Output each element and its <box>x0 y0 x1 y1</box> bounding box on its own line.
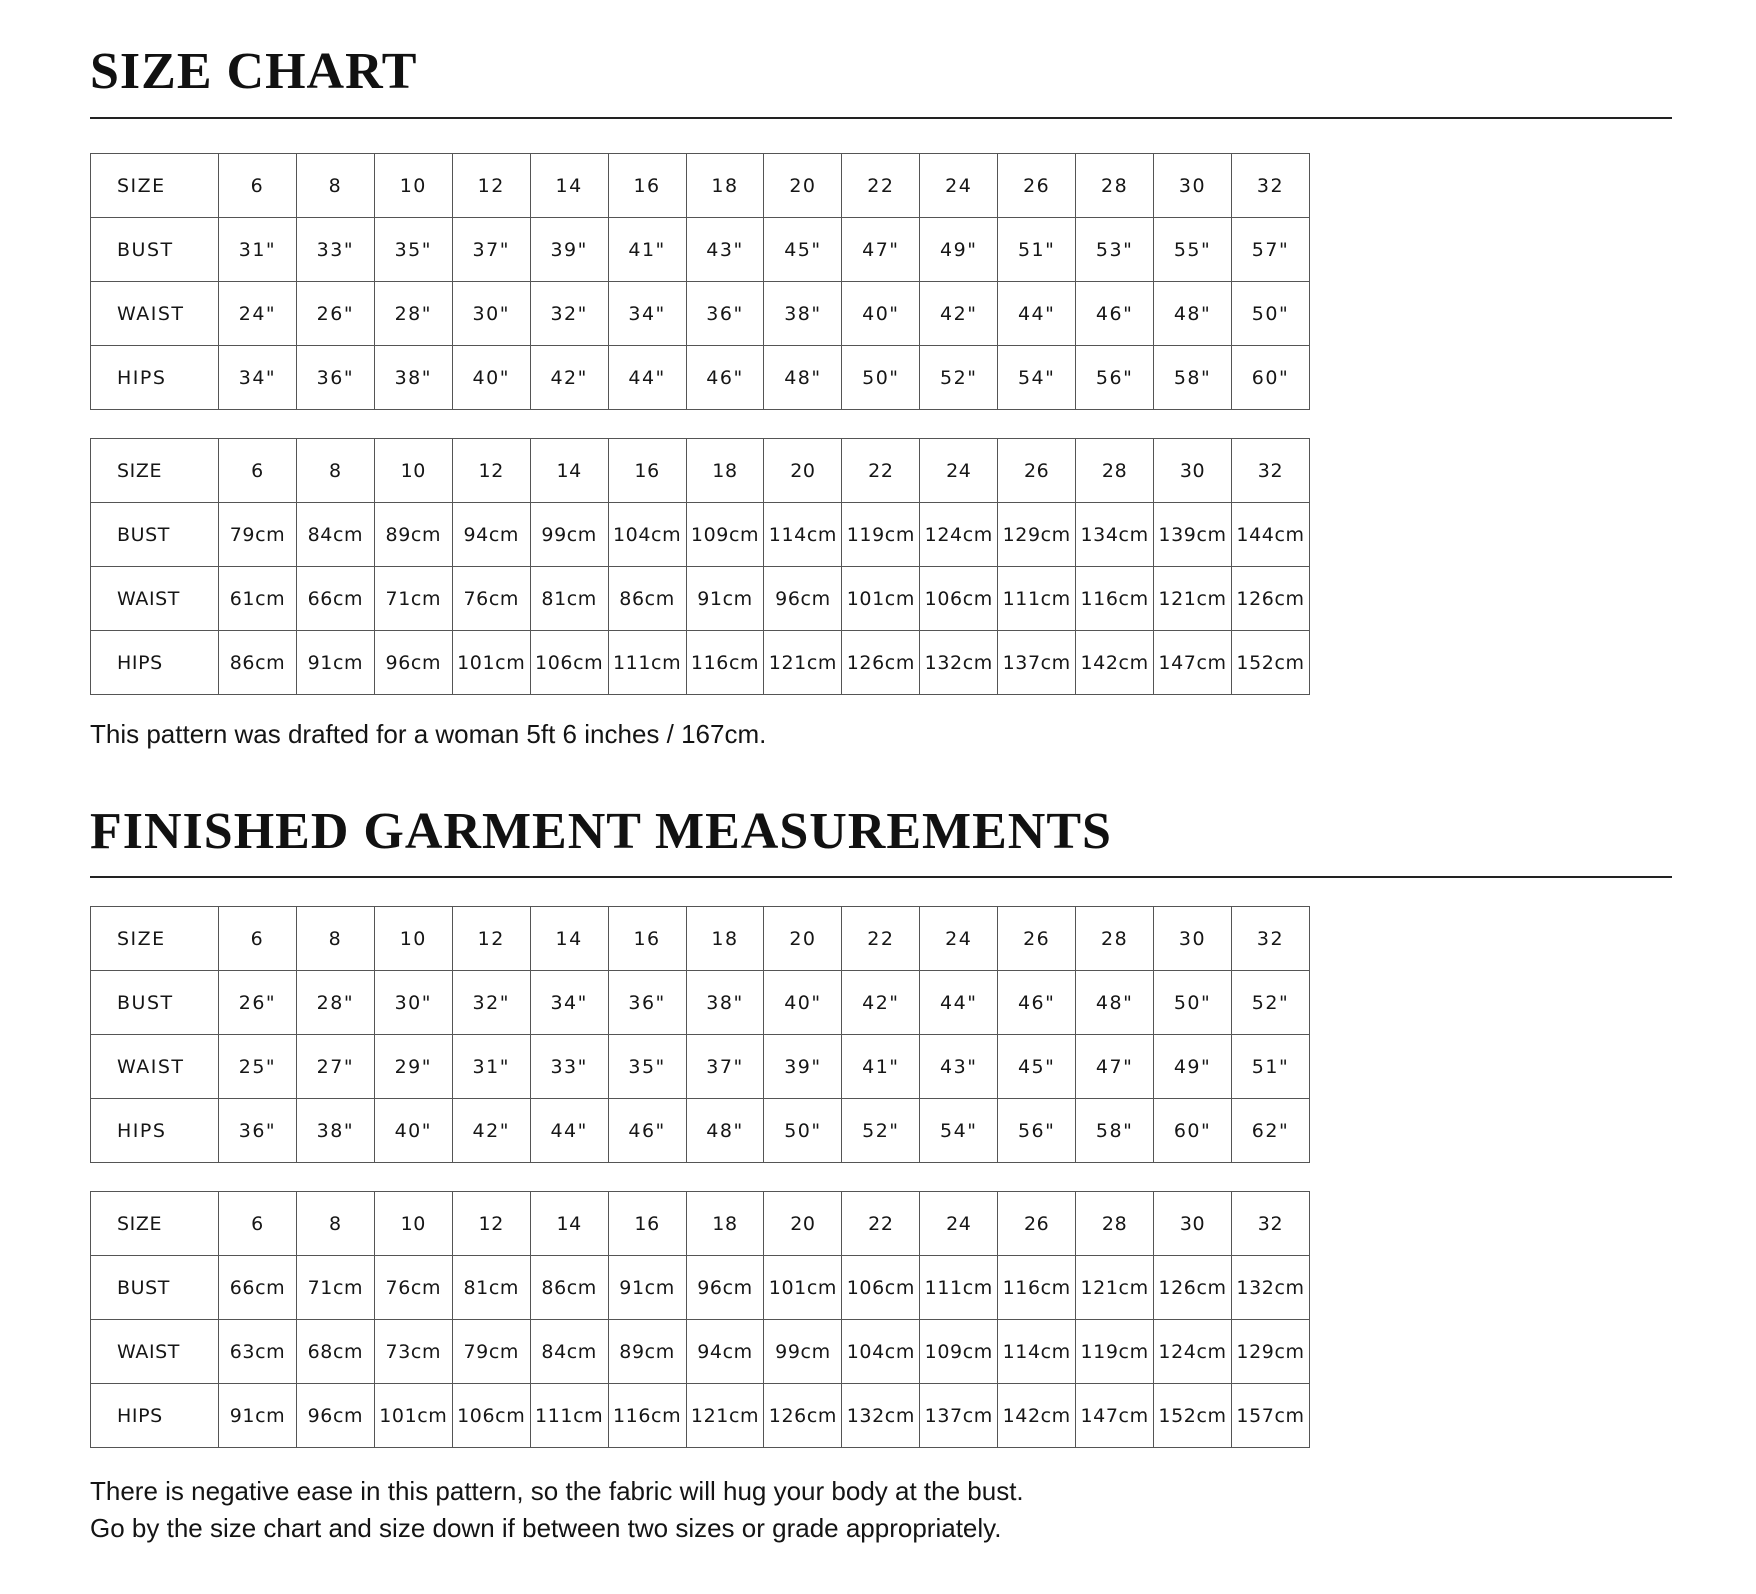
table-cell: 33" <box>530 1035 608 1099</box>
table-cell: 12 <box>452 907 530 971</box>
table-cell: 43" <box>920 1035 998 1099</box>
table-cell: 14 <box>530 439 608 503</box>
table-cell: 89cm <box>374 503 452 567</box>
table-cell: 116cm <box>998 1256 1076 1320</box>
table-cell: 104cm <box>842 1320 920 1384</box>
table-cell: 96cm <box>296 1384 374 1448</box>
table-cell: 14 <box>530 154 608 218</box>
table-row-bust <box>91 218 1310 282</box>
table-cell: 32" <box>452 971 530 1035</box>
table-cell: 38" <box>764 282 842 346</box>
table-cell: 86cm <box>608 567 686 631</box>
table-cell: 50" <box>1231 282 1309 346</box>
table-cell: 32 <box>1231 1192 1309 1256</box>
table-cell: 35" <box>608 1035 686 1099</box>
table-cell: 28 <box>1076 154 1154 218</box>
table-cell: 106cm <box>920 567 998 631</box>
table-cell: 8 <box>296 907 374 971</box>
table-cell: 106cm <box>842 1256 920 1320</box>
section-divider <box>90 117 1672 119</box>
table-cell: 81cm <box>530 567 608 631</box>
table-cell: 26 <box>998 1192 1076 1256</box>
negative-ease-note-line-1: There is negative ease in this pattern, so the fabric will hug your body at the bust. <box>90 1476 1024 1506</box>
table-cell: 22 <box>842 1192 920 1256</box>
table-cell: 119cm <box>842 503 920 567</box>
table-cell: 34" <box>530 971 608 1035</box>
table-cell: 44" <box>920 971 998 1035</box>
pattern-height-note: This pattern was drafted for a woman 5ft 6 inches / 167cm. <box>90 719 767 749</box>
table-cell: 30" <box>374 971 452 1035</box>
table-cell: 106cm <box>452 1384 530 1448</box>
table-cell: 35" <box>374 218 452 282</box>
table-cell: 50" <box>842 346 920 410</box>
table-cell: 8 <box>296 1192 374 1256</box>
table-cell: 10 <box>374 1192 452 1256</box>
table-cell: 56" <box>1076 346 1154 410</box>
table-cell: 20 <box>764 1192 842 1256</box>
table-cell: 24 <box>920 154 998 218</box>
size-chart-inches-table <box>90 153 1310 410</box>
table-row-size <box>91 439 1310 503</box>
table-cell: 63cm <box>219 1320 297 1384</box>
table-cell: 109cm <box>920 1320 998 1384</box>
table-cell: 99cm <box>764 1320 842 1384</box>
table-cell: 32 <box>1231 439 1309 503</box>
table-row-size <box>91 1192 1310 1256</box>
row-label: HIPS <box>91 346 219 410</box>
table-cell: 109cm <box>686 503 764 567</box>
table-cell: 14 <box>530 907 608 971</box>
table-cell: 26" <box>296 282 374 346</box>
table-cell: 34" <box>608 282 686 346</box>
table-cell: 6 <box>219 439 297 503</box>
table-cell: 26" <box>219 971 297 1035</box>
row-label: BUST <box>91 503 219 567</box>
table-cell: 22 <box>842 439 920 503</box>
table-cell: 61cm <box>219 567 297 631</box>
table-cell: 53" <box>1076 218 1154 282</box>
table-cell: 111cm <box>920 1256 998 1320</box>
table-cell: 46" <box>1076 282 1154 346</box>
table-row-waist <box>91 1320 1310 1384</box>
table-row-waist <box>91 282 1310 346</box>
table-cell: 39" <box>530 218 608 282</box>
table-cell: 20 <box>764 907 842 971</box>
table-cell: 30 <box>1154 907 1232 971</box>
table-cell: 12 <box>452 1192 530 1256</box>
row-label: HIPS <box>91 631 219 695</box>
table-cell: 38" <box>686 971 764 1035</box>
table-cell: 91cm <box>219 1384 297 1448</box>
table-row-waist <box>91 1035 1310 1099</box>
table-cell: 40" <box>764 971 842 1035</box>
table-cell: 36" <box>686 282 764 346</box>
table-cell: 24" <box>219 282 297 346</box>
row-label: HIPS <box>91 1384 219 1448</box>
table-cell: 114cm <box>764 503 842 567</box>
table-cell: 10 <box>374 154 452 218</box>
table-cell: 126cm <box>1231 567 1309 631</box>
table-cell: 81cm <box>452 1256 530 1320</box>
table-row-hips <box>91 631 1310 695</box>
table-cell: 139cm <box>1154 503 1232 567</box>
table-cell: 57" <box>1231 218 1309 282</box>
table-cell: 26 <box>998 439 1076 503</box>
table-cell: 124cm <box>1154 1320 1232 1384</box>
table-cell: 31" <box>452 1035 530 1099</box>
row-label: SIZE <box>91 1192 219 1256</box>
table-cell: 79cm <box>219 503 297 567</box>
table-cell: 50" <box>764 1099 842 1163</box>
table-cell: 24 <box>920 1192 998 1256</box>
table-cell: 94cm <box>686 1320 764 1384</box>
table-cell: 111cm <box>608 631 686 695</box>
negative-ease-note-line-2: Go by the size chart and size down if between two sizes or grade appropriately. <box>90 1513 1002 1543</box>
table-cell: 94cm <box>452 503 530 567</box>
table-cell: 48" <box>764 346 842 410</box>
table-cell: 91cm <box>608 1256 686 1320</box>
table-cell: 116cm <box>608 1384 686 1448</box>
table-cell: 84cm <box>296 503 374 567</box>
table-cell: 10 <box>374 439 452 503</box>
table-cell: 91cm <box>686 567 764 631</box>
table-cell: 43" <box>686 218 764 282</box>
table-cell: 42" <box>842 971 920 1035</box>
size-chart-cm-table <box>90 438 1310 695</box>
table-cell: 38" <box>296 1099 374 1163</box>
table-cell: 116cm <box>1076 567 1154 631</box>
table-cell: 52" <box>1231 971 1309 1035</box>
table-row-bust <box>91 1256 1310 1320</box>
table-cell: 29" <box>374 1035 452 1099</box>
table-cell: 52" <box>920 346 998 410</box>
row-label: SIZE <box>91 907 219 971</box>
row-label: SIZE <box>91 439 219 503</box>
table-cell: 16 <box>608 154 686 218</box>
table-cell: 106cm <box>530 631 608 695</box>
table-cell: 30 <box>1154 1192 1232 1256</box>
table-cell: 54" <box>920 1099 998 1163</box>
table-cell: 12 <box>452 439 530 503</box>
table-cell: 6 <box>219 907 297 971</box>
table-cell: 58" <box>1076 1099 1154 1163</box>
table-cell: 56" <box>998 1099 1076 1163</box>
table-cell: 142cm <box>998 1384 1076 1448</box>
table-cell: 101cm <box>452 631 530 695</box>
table-cell: 36" <box>608 971 686 1035</box>
table-cell: 132cm <box>842 1384 920 1448</box>
table-cell: 10 <box>374 907 452 971</box>
table-cell: 91cm <box>296 631 374 695</box>
table-cell: 33" <box>296 218 374 282</box>
row-label: BUST <box>91 1256 219 1320</box>
table-cell: 20 <box>764 439 842 503</box>
table-cell: 121cm <box>1154 567 1232 631</box>
table-cell: 18 <box>686 439 764 503</box>
table-cell: 52" <box>842 1099 920 1163</box>
table-cell: 6 <box>219 1192 297 1256</box>
table-cell: 36" <box>219 1099 297 1163</box>
table-cell: 129cm <box>998 503 1076 567</box>
table-cell: 124cm <box>920 503 998 567</box>
table-row-hips <box>91 1384 1310 1448</box>
table-cell: 86cm <box>219 631 297 695</box>
table-cell: 79cm <box>452 1320 530 1384</box>
table-cell: 104cm <box>608 503 686 567</box>
row-label: BUST <box>91 218 219 282</box>
table-cell: 60" <box>1231 346 1309 410</box>
table-cell: 50" <box>1154 971 1232 1035</box>
table-cell: 24 <box>920 907 998 971</box>
table-cell: 22 <box>842 907 920 971</box>
table-cell: 42" <box>530 346 608 410</box>
table-cell: 28 <box>1076 439 1154 503</box>
table-cell: 37" <box>452 218 530 282</box>
table-cell: 73cm <box>374 1320 452 1384</box>
table-cell: 40" <box>374 1099 452 1163</box>
table-cell: 66cm <box>219 1256 297 1320</box>
table-cell: 42" <box>920 282 998 346</box>
table-cell: 28 <box>1076 907 1154 971</box>
table-cell: 49" <box>1154 1035 1232 1099</box>
table-cell: 14 <box>530 1192 608 1256</box>
finished-garment-cm-table <box>90 1191 1310 1448</box>
table-row-size <box>91 154 1310 218</box>
table-cell: 46" <box>686 346 764 410</box>
table-cell: 96cm <box>686 1256 764 1320</box>
table-cell: 12 <box>452 154 530 218</box>
table-cell: 121cm <box>1076 1256 1154 1320</box>
table-cell: 96cm <box>374 631 452 695</box>
table-row-waist <box>91 567 1310 631</box>
table-cell: 28 <box>1076 1192 1154 1256</box>
table-cell: 129cm <box>1231 1320 1309 1384</box>
table-cell: 46" <box>608 1099 686 1163</box>
table-cell: 32" <box>530 282 608 346</box>
table-row-bust <box>91 971 1310 1035</box>
negative-ease-note <box>90 1473 1024 1547</box>
table-cell: 111cm <box>998 567 1076 631</box>
table-cell: 147cm <box>1076 1384 1154 1448</box>
table-cell: 121cm <box>686 1384 764 1448</box>
table-cell: 31" <box>219 218 297 282</box>
table-cell: 126cm <box>1154 1256 1232 1320</box>
table-cell: 38" <box>374 346 452 410</box>
finished-garment-inches-table <box>90 906 1310 1163</box>
table-cell: 22 <box>842 154 920 218</box>
table-cell: 144cm <box>1231 503 1309 567</box>
table-cell: 99cm <box>530 503 608 567</box>
table-cell: 152cm <box>1231 631 1309 695</box>
table-row-hips <box>91 346 1310 410</box>
table-cell: 18 <box>686 907 764 971</box>
table-cell: 116cm <box>686 631 764 695</box>
table-cell: 111cm <box>530 1384 608 1448</box>
table-cell: 101cm <box>842 567 920 631</box>
table-cell: 20 <box>764 154 842 218</box>
table-cell: 137cm <box>920 1384 998 1448</box>
table-cell: 32 <box>1231 907 1309 971</box>
table-row-bust <box>91 503 1310 567</box>
table-cell: 126cm <box>842 631 920 695</box>
table-cell: 101cm <box>764 1256 842 1320</box>
table-cell: 147cm <box>1154 631 1232 695</box>
table-cell: 119cm <box>1076 1320 1154 1384</box>
table-cell: 6 <box>219 154 297 218</box>
row-label: WAIST <box>91 1320 219 1384</box>
table-cell: 30 <box>1154 154 1232 218</box>
table-cell: 121cm <box>764 631 842 695</box>
table-cell: 58" <box>1154 346 1232 410</box>
table-cell: 157cm <box>1231 1384 1309 1448</box>
table-cell: 30 <box>1154 439 1232 503</box>
row-label: WAIST <box>91 1035 219 1099</box>
table-cell: 126cm <box>764 1384 842 1448</box>
table-cell: 76cm <box>374 1256 452 1320</box>
table-cell: 47" <box>1076 1035 1154 1099</box>
table-cell: 89cm <box>608 1320 686 1384</box>
table-cell: 8 <box>296 154 374 218</box>
row-label: HIPS <box>91 1099 219 1163</box>
table-cell: 40" <box>842 282 920 346</box>
table-cell: 44" <box>530 1099 608 1163</box>
table-cell: 152cm <box>1154 1384 1232 1448</box>
table-cell: 101cm <box>374 1384 452 1448</box>
table-cell: 71cm <box>374 567 452 631</box>
table-cell: 46" <box>998 971 1076 1035</box>
table-cell: 16 <box>608 907 686 971</box>
table-cell: 28" <box>374 282 452 346</box>
table-cell: 54" <box>998 346 1076 410</box>
table-cell: 41" <box>608 218 686 282</box>
table-cell: 86cm <box>530 1256 608 1320</box>
table-cell: 55" <box>1154 218 1232 282</box>
table-row-size <box>91 907 1310 971</box>
table-cell: 39" <box>764 1035 842 1099</box>
table-cell: 37" <box>686 1035 764 1099</box>
table-cell: 40" <box>452 346 530 410</box>
table-cell: 132cm <box>920 631 998 695</box>
table-cell: 26 <box>998 154 1076 218</box>
table-row-hips <box>91 1099 1310 1163</box>
table-cell: 96cm <box>764 567 842 631</box>
table-cell: 137cm <box>998 631 1076 695</box>
table-cell: 51" <box>1231 1035 1309 1099</box>
table-cell: 34" <box>219 346 297 410</box>
table-cell: 62" <box>1231 1099 1309 1163</box>
table-cell: 48" <box>1076 971 1154 1035</box>
table-cell: 45" <box>998 1035 1076 1099</box>
table-cell: 71cm <box>296 1256 374 1320</box>
table-cell: 51" <box>998 218 1076 282</box>
table-cell: 8 <box>296 439 374 503</box>
table-cell: 66cm <box>296 567 374 631</box>
table-cell: 27" <box>296 1035 374 1099</box>
table-cell: 49" <box>920 218 998 282</box>
table-cell: 18 <box>686 1192 764 1256</box>
finished-garment-title: FINISHED GARMENT MEASUREMENTS <box>90 803 1112 860</box>
section-divider <box>90 876 1672 878</box>
table-cell: 24 <box>920 439 998 503</box>
table-cell: 114cm <box>998 1320 1076 1384</box>
table-cell: 44" <box>608 346 686 410</box>
table-cell: 32 <box>1231 154 1309 218</box>
table-cell: 48" <box>686 1099 764 1163</box>
table-cell: 48" <box>1154 282 1232 346</box>
row-label: WAIST <box>91 282 219 346</box>
table-cell: 45" <box>764 218 842 282</box>
table-cell: 26 <box>998 907 1076 971</box>
table-cell: 30" <box>452 282 530 346</box>
table-cell: 28" <box>296 971 374 1035</box>
row-label: WAIST <box>91 567 219 631</box>
table-cell: 76cm <box>452 567 530 631</box>
table-cell: 84cm <box>530 1320 608 1384</box>
table-cell: 132cm <box>1231 1256 1309 1320</box>
table-cell: 16 <box>608 439 686 503</box>
table-cell: 44" <box>998 282 1076 346</box>
table-cell: 16 <box>608 1192 686 1256</box>
table-cell: 47" <box>842 218 920 282</box>
row-label: BUST <box>91 971 219 1035</box>
table-cell: 36" <box>296 346 374 410</box>
table-cell: 142cm <box>1076 631 1154 695</box>
row-label: SIZE <box>91 154 219 218</box>
table-cell: 41" <box>842 1035 920 1099</box>
table-cell: 134cm <box>1076 503 1154 567</box>
table-cell: 42" <box>452 1099 530 1163</box>
table-cell: 25" <box>219 1035 297 1099</box>
table-cell: 18 <box>686 154 764 218</box>
table-cell: 60" <box>1154 1099 1232 1163</box>
size-chart-title: SIZE CHART <box>90 43 418 100</box>
table-cell: 68cm <box>296 1320 374 1384</box>
